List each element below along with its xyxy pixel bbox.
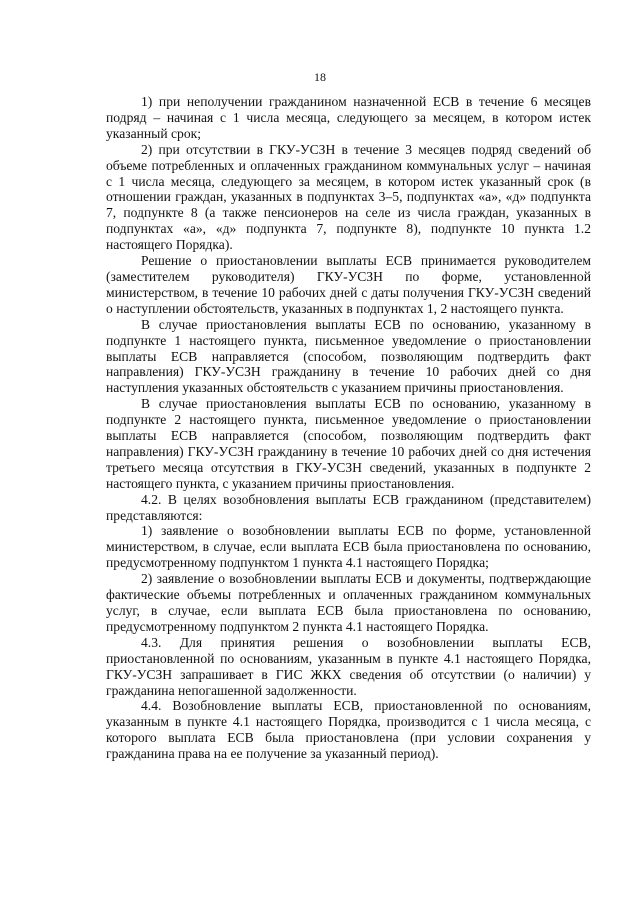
page-number: 18	[314, 70, 326, 84]
paragraph-notice-ground-2: В случае приостановления выплаты ЕСВ по основанию, указанному в подпункте 2 настоящего пункта, письменное уведомление о приостановлении выплаты ЕСВ направляется (способом, позволяющим подтвердить факт направления) ГКУ-УСЗН гражданину в течение 10 рабочих дней со дня истечения третьего месяца отсутствия в ГКУ-УСЗН сведений, указанных в подпункте 2 настоящего пункта, с указанием причины приостановления.	[106, 396, 591, 491]
paragraph-notice-ground-1: В случае приостановления выплаты ЕСВ по основанию, указанному в подпункте 1 настоящего пункта, письменное уведомление о приостановлении выплаты ЕСВ направляется (способом, позволяющим подтвердить факт направления) ГКУ-УСЗН гражданину в течение 10 рабочих дней со дня наступления указанных обстоятельств с указанием причины приостановления.	[106, 316, 591, 396]
paragraph-subpoint-2: 2) при отсутствии в ГКУ-УСЗН в течение 3 месяцев подряд сведений об объеме потребленных и оплаченных гражданином коммунальных услуг – начиная с 1 числа месяца, следующего за месяцем, в котором истек указанный срок (в отношении граждан, указанных в подпунктах 3–5, подпунктах «а», «д» подпункта 7, подпункте 8 (а также пенсионеров на селе из числа граждан, указанных в подпунктах «а», «д» подпункта 7, подпункте 8), подпункте 10 пункта 1.2 настоящего Порядка).	[106, 141, 591, 253]
paragraph-suspension-decision: Решение о приостановлении выплаты ЕСВ принимается руководителем (заместителем руководителя) ГКУ-УСЗН по форме, установленной министерством, в течение 10 рабочих дней с даты получения ГКУ-УСЗН сведений о наступлении обстоятельств, указанных в подпунктах 1, 2 настоящего пункта.	[106, 253, 591, 316]
paragraph-4-2-item-1: 1) заявление о возобновлении выплаты ЕСВ по форме, установленной министерством, в случае, если выплата ЕСВ была приостановлена по основанию, предусмотренному подпунктом 1 пункта 4.1 настоящего Порядка;	[106, 523, 591, 571]
paragraph-subpoint-1: 1) при неполучении гражданином назначенной ЕСВ в течение 6 месяцев подряд – начиная с 1 числа месяца, следующего за месяцем, в котором истек указанный срок;	[106, 94, 591, 141]
paragraph-4-2-item-2: 2) заявление о возобновлении выплаты ЕСВ и документы, подтверждающие фактические объемы потребленных и оплаченных гражданином коммунальных услуг, в случае, если выплата ЕСВ была приостановлена по основанию, предусмотренному подпунктом 2 пункта 4.1 настоящего Порядка.	[106, 571, 591, 634]
document-body	[106, 94, 591, 762]
paragraph-section-4-2: 4.2. В целях возобновления выплаты ЕСВ гражданином (представителем) представляются:	[106, 491, 591, 523]
paragraph-section-4-3: 4.3. Для принятия решения о возобновлении выплаты ЕСВ, приостановленной по основаниям, указанным в пункте 4.1 настоящего Порядка, ГКУ-УСЗН запрашивает в ГИС ЖКХ сведения об отсутствии (о наличии) у гражданина непогашенной задолженности.	[106, 634, 591, 698]
paragraph-section-4-4: 4.4. Возобновление выплаты ЕСВ, приостановленной по основаниям, указанным в пункте 4.1 настоящего Порядка, производится с 1 числа месяца, с которого выплата ЕСВ была приостановлена (при условии сохранения у гражданина права на ее получение за указанный период).	[106, 698, 591, 762]
